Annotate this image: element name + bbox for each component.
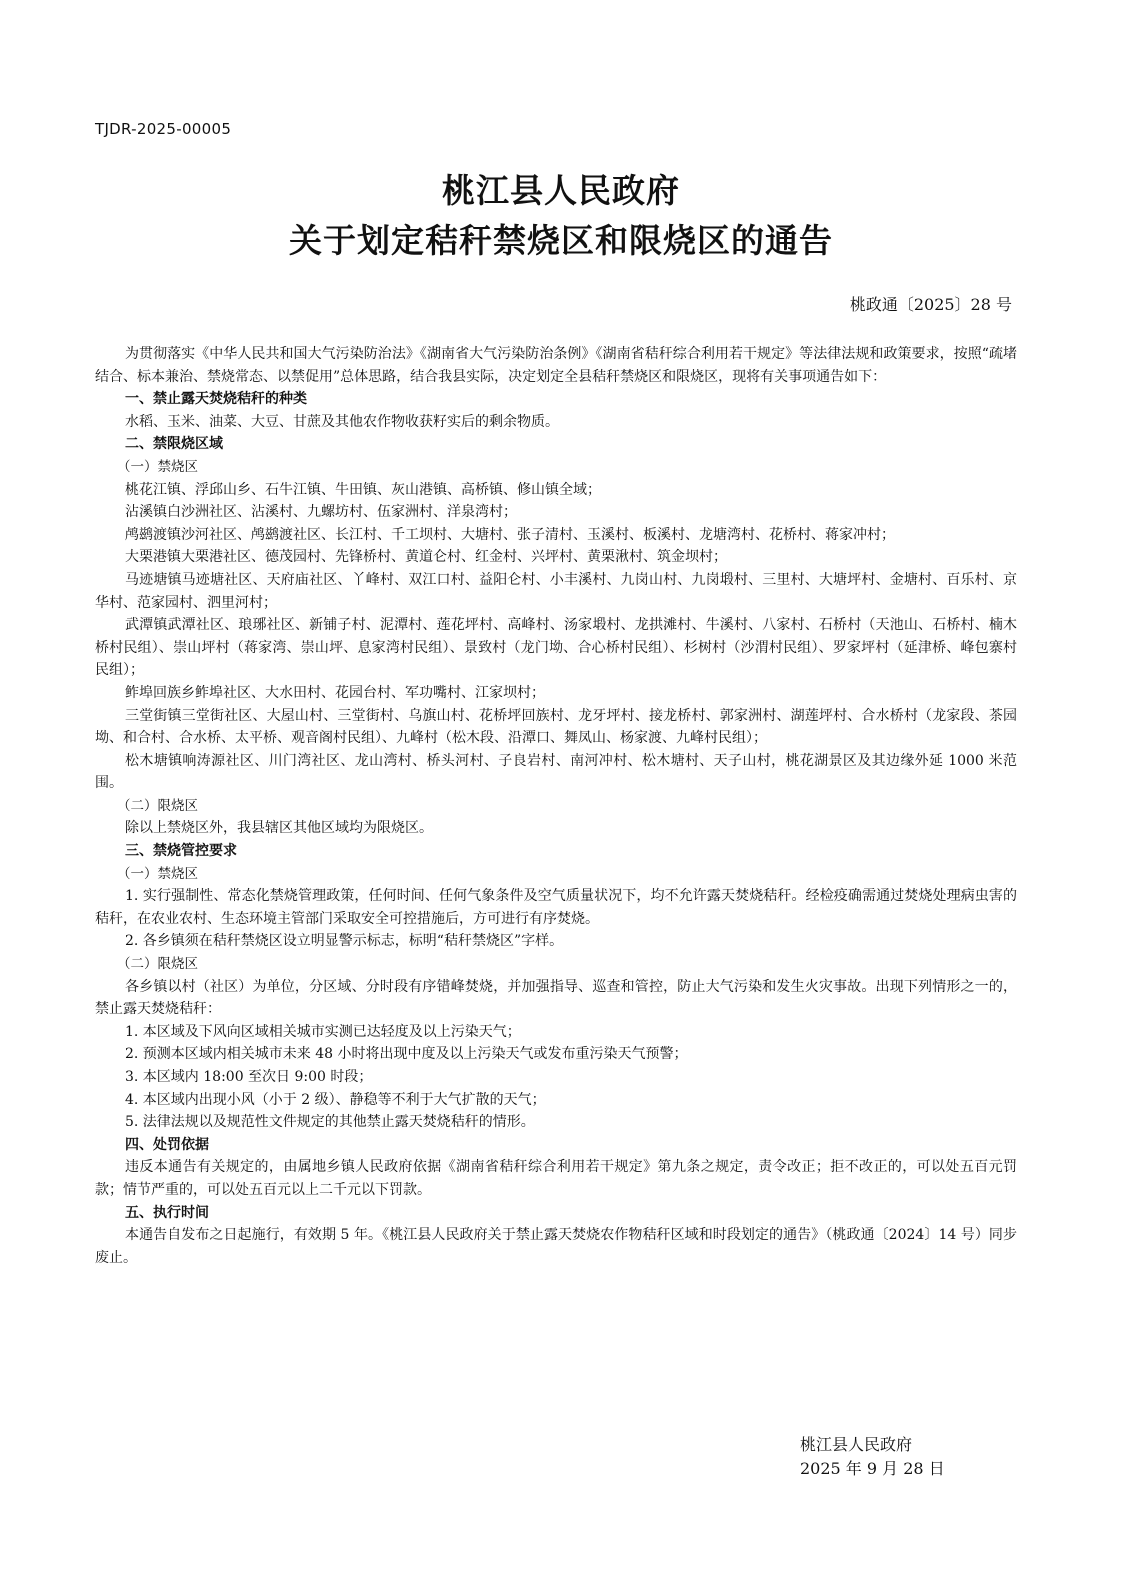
- section-5-heading: 五、执行时间: [125, 1204, 209, 1221]
- limit-condition-item: 2. 预测本区域内相关城市未来 48 小时将出现中度及以上污染天气或发布重污染天气预警；: [125, 1046, 688, 1063]
- ban-zone-item: 武潭镇武潭社区、琅琊社区、新铺子村、泥潭村、莲花坪村、高峰村、汤家塅村、龙拱滩村、牛溪村、八家村、石桥村（天池山、石桥村、楠木桥村民组）、崇山坪村（蒋家湾、崇山坪、息家湾村民组）、景致村（龙门坳、合心桥村民组）、杉树村（沙渭村民组）、罗家坪村（延津桥、峰包寨村民组）；: [95, 617, 1017, 679]
- ban-zone-item: 三堂街镇三堂街社区、大屋山村、三堂街村、乌旗山村、花桥坪回族村、龙牙坪村、接龙桥村、郭家洲村、湖莲坪村、合水桥村（龙家段、茶园坳、和合村、合水桥、太平桥、观音阁村民组）、九峰村（松木段、沿潭口、舞凤山、杨家渡、九峰村民组）；: [95, 707, 1017, 747]
- notice-body: [95, 343, 1017, 1269]
- limit-condition-item: 1. 本区域及下风向区域相关城市实测已达轻度及以上污染天气；: [125, 1023, 521, 1040]
- section-2-subheading-ban: （一）禁烧区: [117, 458, 198, 475]
- limit-requirement-intro: 各乡镇以村（社区）为单位，分区域、分时段有序错峰焚烧，并加强指导、巡查和管控，防止大气污染和发生火灾事故。出现下列情形之一的，禁止露天焚烧秸秆：: [95, 978, 1017, 1018]
- ban-requirement-item: 1. 实行强制性、常态化禁烧管理政策，任何时间、任何气象条件及空气质量状况下，均不允许露天焚烧秸秆。经检疫确需通过焚烧处理病虫害的秸秆，在农业农村、生态环境主管部门采取安全可控措施后，方可进行有序焚烧。: [95, 888, 1017, 927]
- section-3-subheading-limit: （二）限烧区: [117, 956, 198, 973]
- limit-condition-item: 5. 法律法规以及规范性文件规定的其他禁止露天焚烧秸秆的情形。: [125, 1114, 535, 1131]
- section-5-text: 本通告自发布之日起施行，有效期 5 年。《桃江县人民政府关于禁止露天焚烧农作物秸秆区域和时段划定的通告》（桃政通〔2024〕14 号）同步废止。: [95, 1227, 1017, 1266]
- section-4-text: 违反本通告有关规定的，由属地乡镇人民政府依据《湖南省秸秆综合利用若干规定》第九条之规定，责令改正；拒不改正的，可以处五百元罚款；情节严重的，可以处五百元以上二千元以下罚款。: [95, 1159, 1017, 1198]
- section-3-subheading-ban: （一）禁烧区: [117, 865, 198, 882]
- limit-condition-item: 4. 本区域内出现小风（小于 2 级）、静稳等不利于大气扩散的天气；: [125, 1091, 546, 1108]
- title-issuer: 桃江县人民政府: [442, 171, 680, 210]
- ban-zone-item: 鸬鹚渡镇沙河社区、鸬鹚渡社区、长江村、千工坝村、大塘村、张子清村、玉溪村、板溪村、龙塘湾村、花桥村、蒋家冲村；: [125, 526, 895, 543]
- document-code: TJDR-2025-00005: [95, 120, 232, 138]
- ban-zone-item: 马迹塘镇马迹塘社区、天府庙社区、丫峰村、双江口村、益阳仑村、小丰溪村、九岗山村、九岗塅村、三里村、大塘坪村、金塘村、百乐村、京华村、范家园村、泗里河村；: [95, 571, 1017, 611]
- section-4-heading: 四、处罚依据: [125, 1136, 209, 1153]
- ban-zone-item: 沾溪镇白沙洲社区、沾溪村、九螺坊村、伍家洲村、洋泉湾村；: [125, 504, 517, 521]
- limit-zone-text: 除以上禁烧区外，我县辖区其他区域均为限烧区。: [125, 820, 433, 837]
- signature-date: 2025 年 9 月 28 日: [800, 1459, 945, 1478]
- section-2-heading: 二、禁限烧区域: [125, 436, 223, 453]
- ban-zone-item: 桃花江镇、浮邱山乡、石牛江镇、牛田镇、灰山港镇、高桥镇、修山镇全域；: [125, 481, 601, 498]
- ban-zone-item: 鲊埠回族乡鲊埠社区、大水田村、花园台村、军功嘴村、江家坝村；: [125, 684, 545, 701]
- document-number: 桃政通〔2025〕28 号: [849, 295, 1012, 314]
- section-2-subheading-limit: （二）限烧区: [117, 797, 198, 814]
- section-1-heading: 一、禁止露天焚烧秸秆的种类: [125, 391, 307, 408]
- title-subject: 关于划定秸秆禁烧区和限烧区的通告: [289, 221, 833, 260]
- section-3-heading: 三、禁烧管控要求: [125, 843, 237, 860]
- ban-zone-item: 大栗港镇大栗港社区、德茂园村、先锋桥村、黄道仑村、红金村、兴坪村、黄栗湫村、筑金坝村；: [125, 549, 727, 566]
- signature-organization: 桃江县人民政府: [800, 1435, 913, 1454]
- ban-zone-item: 松木塘镇响涛源社区、川门湾社区、龙山湾村、桥头河村、子良岩村、南河冲村、松木塘村、天子山村，桃花湖景区及其边缘外延 1000 米范围。: [95, 752, 1017, 792]
- section-1-text: 水稻、玉米、油菜、大豆、甘蔗及其他农作物收获籽实后的剩余物质。: [125, 413, 559, 430]
- intro-paragraph: 为贯彻落实《中华人民共和国大气污染防治法》《湖南省大气污染防治条例》《湖南省秸秆综合利用若干规定》等法律法规和政策要求，按照“疏堵结合、标本兼治、禁烧常态、以禁促用”总体思路，结合我县实际，决定划定全县秸秆禁烧区和限烧区，现将有关事项通告如下：: [95, 346, 1017, 385]
- ban-requirement-item: 2. 各乡镇须在秸秆禁烧区设立明显警示标志，标明“秸秆禁烧区”字样。: [125, 933, 564, 950]
- limit-condition-item: 3. 本区域内 18:00 至次日 9:00 时段；: [125, 1069, 373, 1085]
